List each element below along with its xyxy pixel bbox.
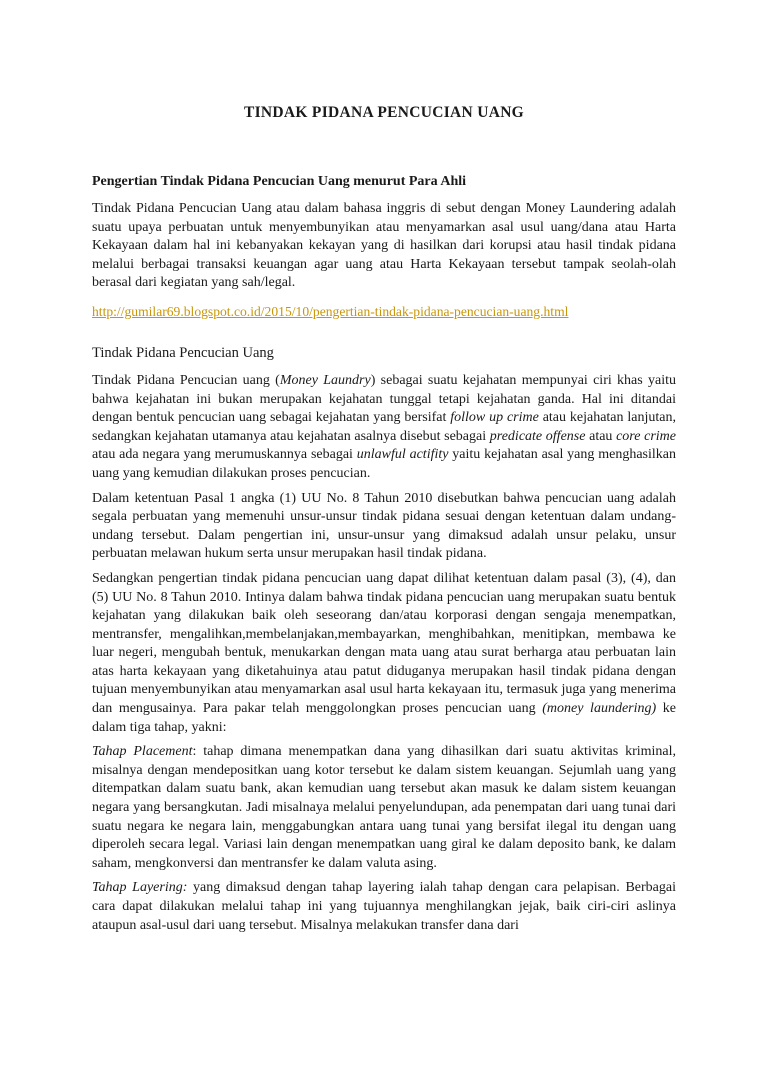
document-page (92, 0, 676, 935)
paragraph-layering: Tahap Layering: yang dimaksud dengan tahap layering ialah tahap dengan cara pelapisan. Berbagai cara dapat dilakukan melalui tahap ini yang tujuannya menghilangkan jejak, baik ciri-ciri aslinya ataupun asal-usul dari uang tersebut. Misalnya melakukan transfer dana dari (92, 880, 676, 933)
source-link[interactable]: http://gumilar69.blogspot.co.id/2015/10/pengertian-tindak-pidana-pencucian-uang.html (92, 303, 569, 319)
paragraph-legal-definition: Dalam ketentuan Pasal 1 angka (1) UU No. 8 Tahun 2010 disebutkan bahwa pencucian uang adalah segala perbuatan yang memenuhi unsur-unsur tindak pidana sesuai dengan ketentuan dalam undang-undang tersebut. Dalam pengertian ini, unsur-unsur yang dimaksud adalah unsur pelaku, unsur perbuatan melawan hukum serta unsur merupakan hasil tindak pidana. (92, 490, 676, 562)
paragraph-stages-intro: Sedangkan pengertian tindak pidana pencucian uang dapat dilihat ketentuan dalam pasal (3), (4), dan (5) UU No. 8 Tahun 2010. Intinya dalam bahwa tindak pidana pencucian uang merupakan suatu bentuk kejahatan yang dilakukan baik oleh seseorang dan/atau korporasi dengan sengaja menempatkan, mentransfer, mengalihkan,membelanjakan,membayarkan, menghibahkan, menitipkan, membawa ke luar negeri, mengubah bentuk, menukarkan dengan mata uang atau surat berharga atau perbuatan lain atas harta kekayaan yang diketahuinya atau patut diduganya merupakan hasil tindak pidana dengan tujuan menyembunyikan atau menyamarkan asal usul harta kekayaan itu, termasuk juga yang menerima dan mengusainya. Para pakar telah menggolongkan proses pencucian uang (money laundering) ke dalam tiga tahap, yakni: (92, 570, 676, 735)
section-heading-definition: Pengertian Tindak Pidana Pencucian Uang menurut Para Ahli (92, 174, 467, 189)
paragraph-placement: Tahap Placement: tahap dimana menempatkan dana yang dihasilkan dari suatu aktivitas kriminal, misalnya dengan mendepositkan uang kotor tersebut ke dalam sistem keuangan. Sejumlah uang yang ditempatkan dalam suatu bank, akan kemudian uang tersebut akan masuk ke dalam sistem keuangan negara yang bersangkutan. Jadi misalnaya melalui penyelundupan, ada penempatan dari uang tunai dari suatu negara ke negara lain, menggabungkan antara uang tunai yang bersifat ilegal itu dengan uang diperoleh secara legal. Variasi lain dengan menempatkan uang giral ke dalam deposito bank, ke dalam saham, mengkonversi dan mentransfer ke dalam valuta asing. (92, 744, 677, 871)
paragraph-characteristics: Tindak Pidana Pencucian uang (Money Laundry) sebagai suatu kejahatan mempunyai ciri khas yaitu bahwa kejahatan ini bukan merupakan kejahatan tunggal tetapi kejahatan ganda. Hal ini ditandai dengan bentuk pencucian uang sebagai kejahatan yang bersifat follow up crime atau kejahatan lanjutan, sedangkan kejahatan utamanya atau kejahatan asalnya disebut sebagai predicate offense atau core crime atau ada negara yang merumuskannya sebagai unlawful actifity yaitu kejahatan asal yang menghasilkan uang yang kemudian dilakukan proses pencucian. (92, 372, 676, 481)
section-heading-tppu: Tindak Pidana Pencucian Uang (92, 344, 274, 361)
paragraph-definition: Tindak Pidana Pencucian Uang atau dalam bahasa inggris di sebut dengan Money Laundering adalah suatu upaya perbuatan untuk menyembunyikan atau menyamarkan asal usul uang/dana atau Harta Kekayaan dalam hal ini kebanyakan kekayan yang di hasilkan dari korupsi atau hasil tindak pidana melalui berbagai transaksi keuangan agar uang atau Harta Kekayaan tersebut tampak seolah-olah berasal dari kegiatan yang sah/legal. (92, 201, 676, 291)
document-title: TINDAK PIDANA PENCUCIAN UANG (243, 104, 525, 121)
